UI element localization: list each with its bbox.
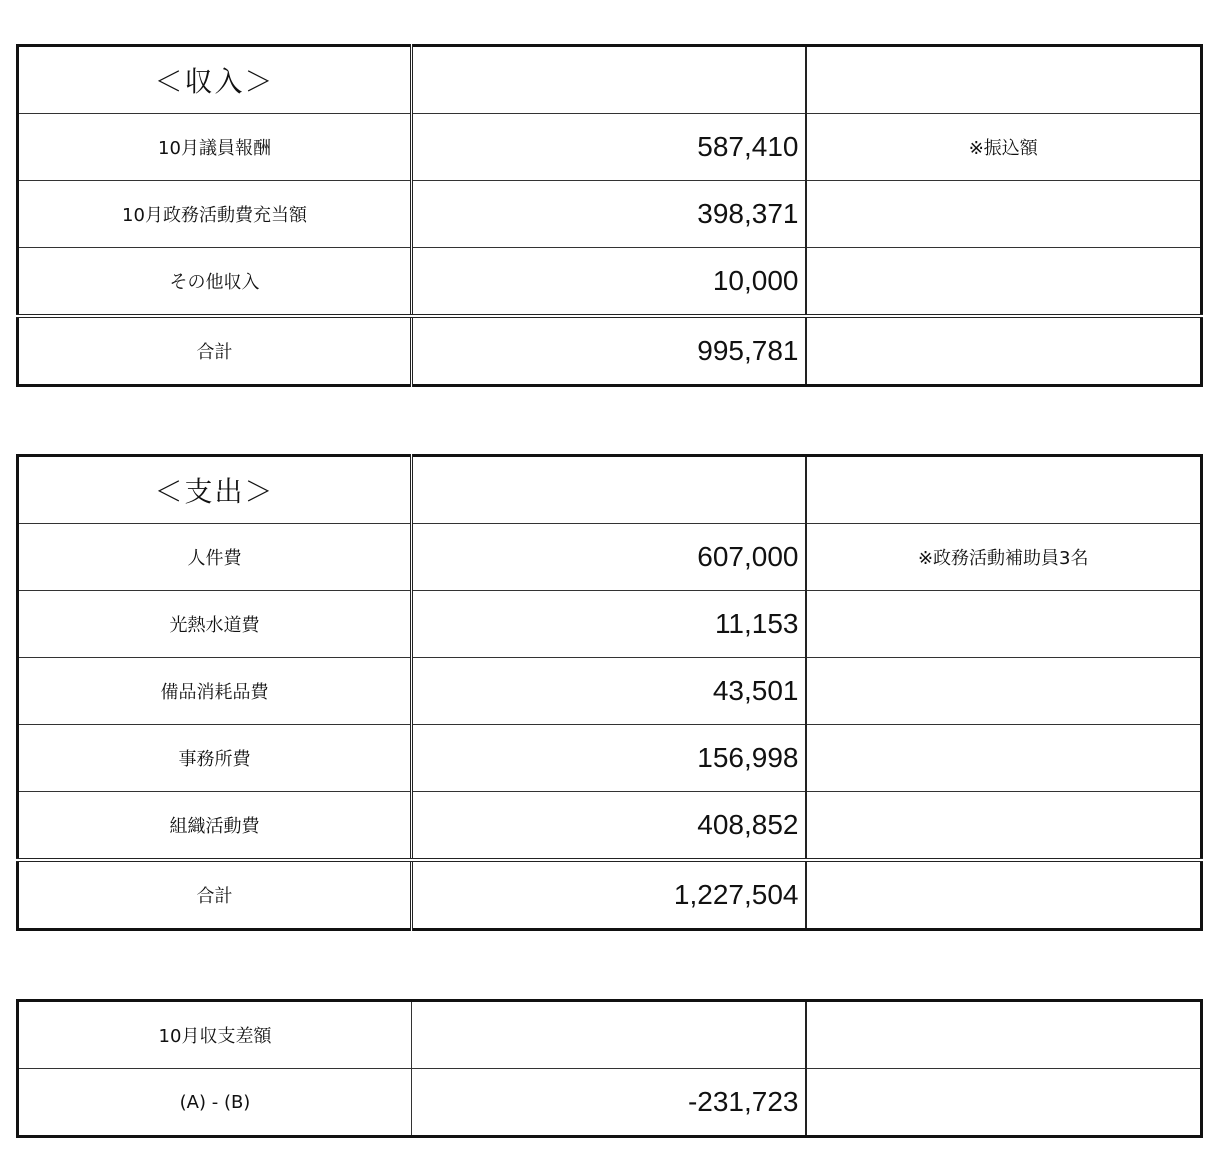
- balance-table: [16, 999, 1203, 1138]
- expense-label: 事務所費: [18, 725, 412, 792]
- table-row: [18, 524, 1202, 591]
- table-row: [18, 725, 1202, 792]
- income-heading-row: [18, 46, 1202, 114]
- expense-note: [806, 591, 1202, 658]
- expense-total-label: 合計: [18, 860, 412, 930]
- expense-heading: ＜支出＞: [18, 456, 412, 524]
- balance-amount: -231,723: [412, 1069, 806, 1137]
- expense-amount: 156,998: [412, 725, 806, 792]
- income-heading: ＜収入＞: [18, 46, 412, 114]
- income-note: [806, 181, 1202, 248]
- expense-label: 人件費: [18, 524, 412, 591]
- income-note: [806, 248, 1202, 317]
- income-table: [16, 44, 1203, 387]
- balance-title: 10月収支差額: [18, 1001, 412, 1069]
- table-row: [18, 792, 1202, 861]
- income-total-label: 合計: [18, 316, 412, 386]
- income-amount: 10,000: [412, 248, 806, 317]
- expense-label: 組織活動費: [18, 792, 412, 861]
- table-row: [18, 114, 1202, 181]
- expense-total-amount: 1,227,504: [412, 860, 806, 930]
- expense-label: 備品消耗品費: [18, 658, 412, 725]
- expense-total-row: [18, 860, 1202, 930]
- balance-title-row: [18, 1001, 1202, 1069]
- income-label: その他収入: [18, 248, 412, 317]
- expense-note: [806, 792, 1202, 861]
- income-total-row: [18, 316, 1202, 386]
- income-amount: 587,410: [412, 114, 806, 181]
- balance-formula: (A) - (B): [18, 1069, 412, 1137]
- expense-amount: 408,852: [412, 792, 806, 861]
- expense-amount: 607,000: [412, 524, 806, 591]
- expense-note: ※政務活動補助員3名: [806, 524, 1202, 591]
- income-label: 10月議員報酬: [18, 114, 412, 181]
- income-amount: 398,371: [412, 181, 806, 248]
- balance-value-row: [18, 1069, 1202, 1137]
- table-row: [18, 658, 1202, 725]
- table-row: [18, 591, 1202, 658]
- table-row: [18, 181, 1202, 248]
- expense-table: [16, 454, 1203, 931]
- income-note: ※振込額: [806, 114, 1202, 181]
- table-row: [18, 248, 1202, 317]
- expense-label: 光熱水道費: [18, 591, 412, 658]
- income-total-amount: 995,781: [412, 316, 806, 386]
- income-label: 10月政務活動費充当額: [18, 181, 412, 248]
- expense-note: [806, 725, 1202, 792]
- expense-amount: 11,153: [412, 591, 806, 658]
- expense-amount: 43,501: [412, 658, 806, 725]
- expense-note: [806, 658, 1202, 725]
- expense-heading-row: [18, 456, 1202, 524]
